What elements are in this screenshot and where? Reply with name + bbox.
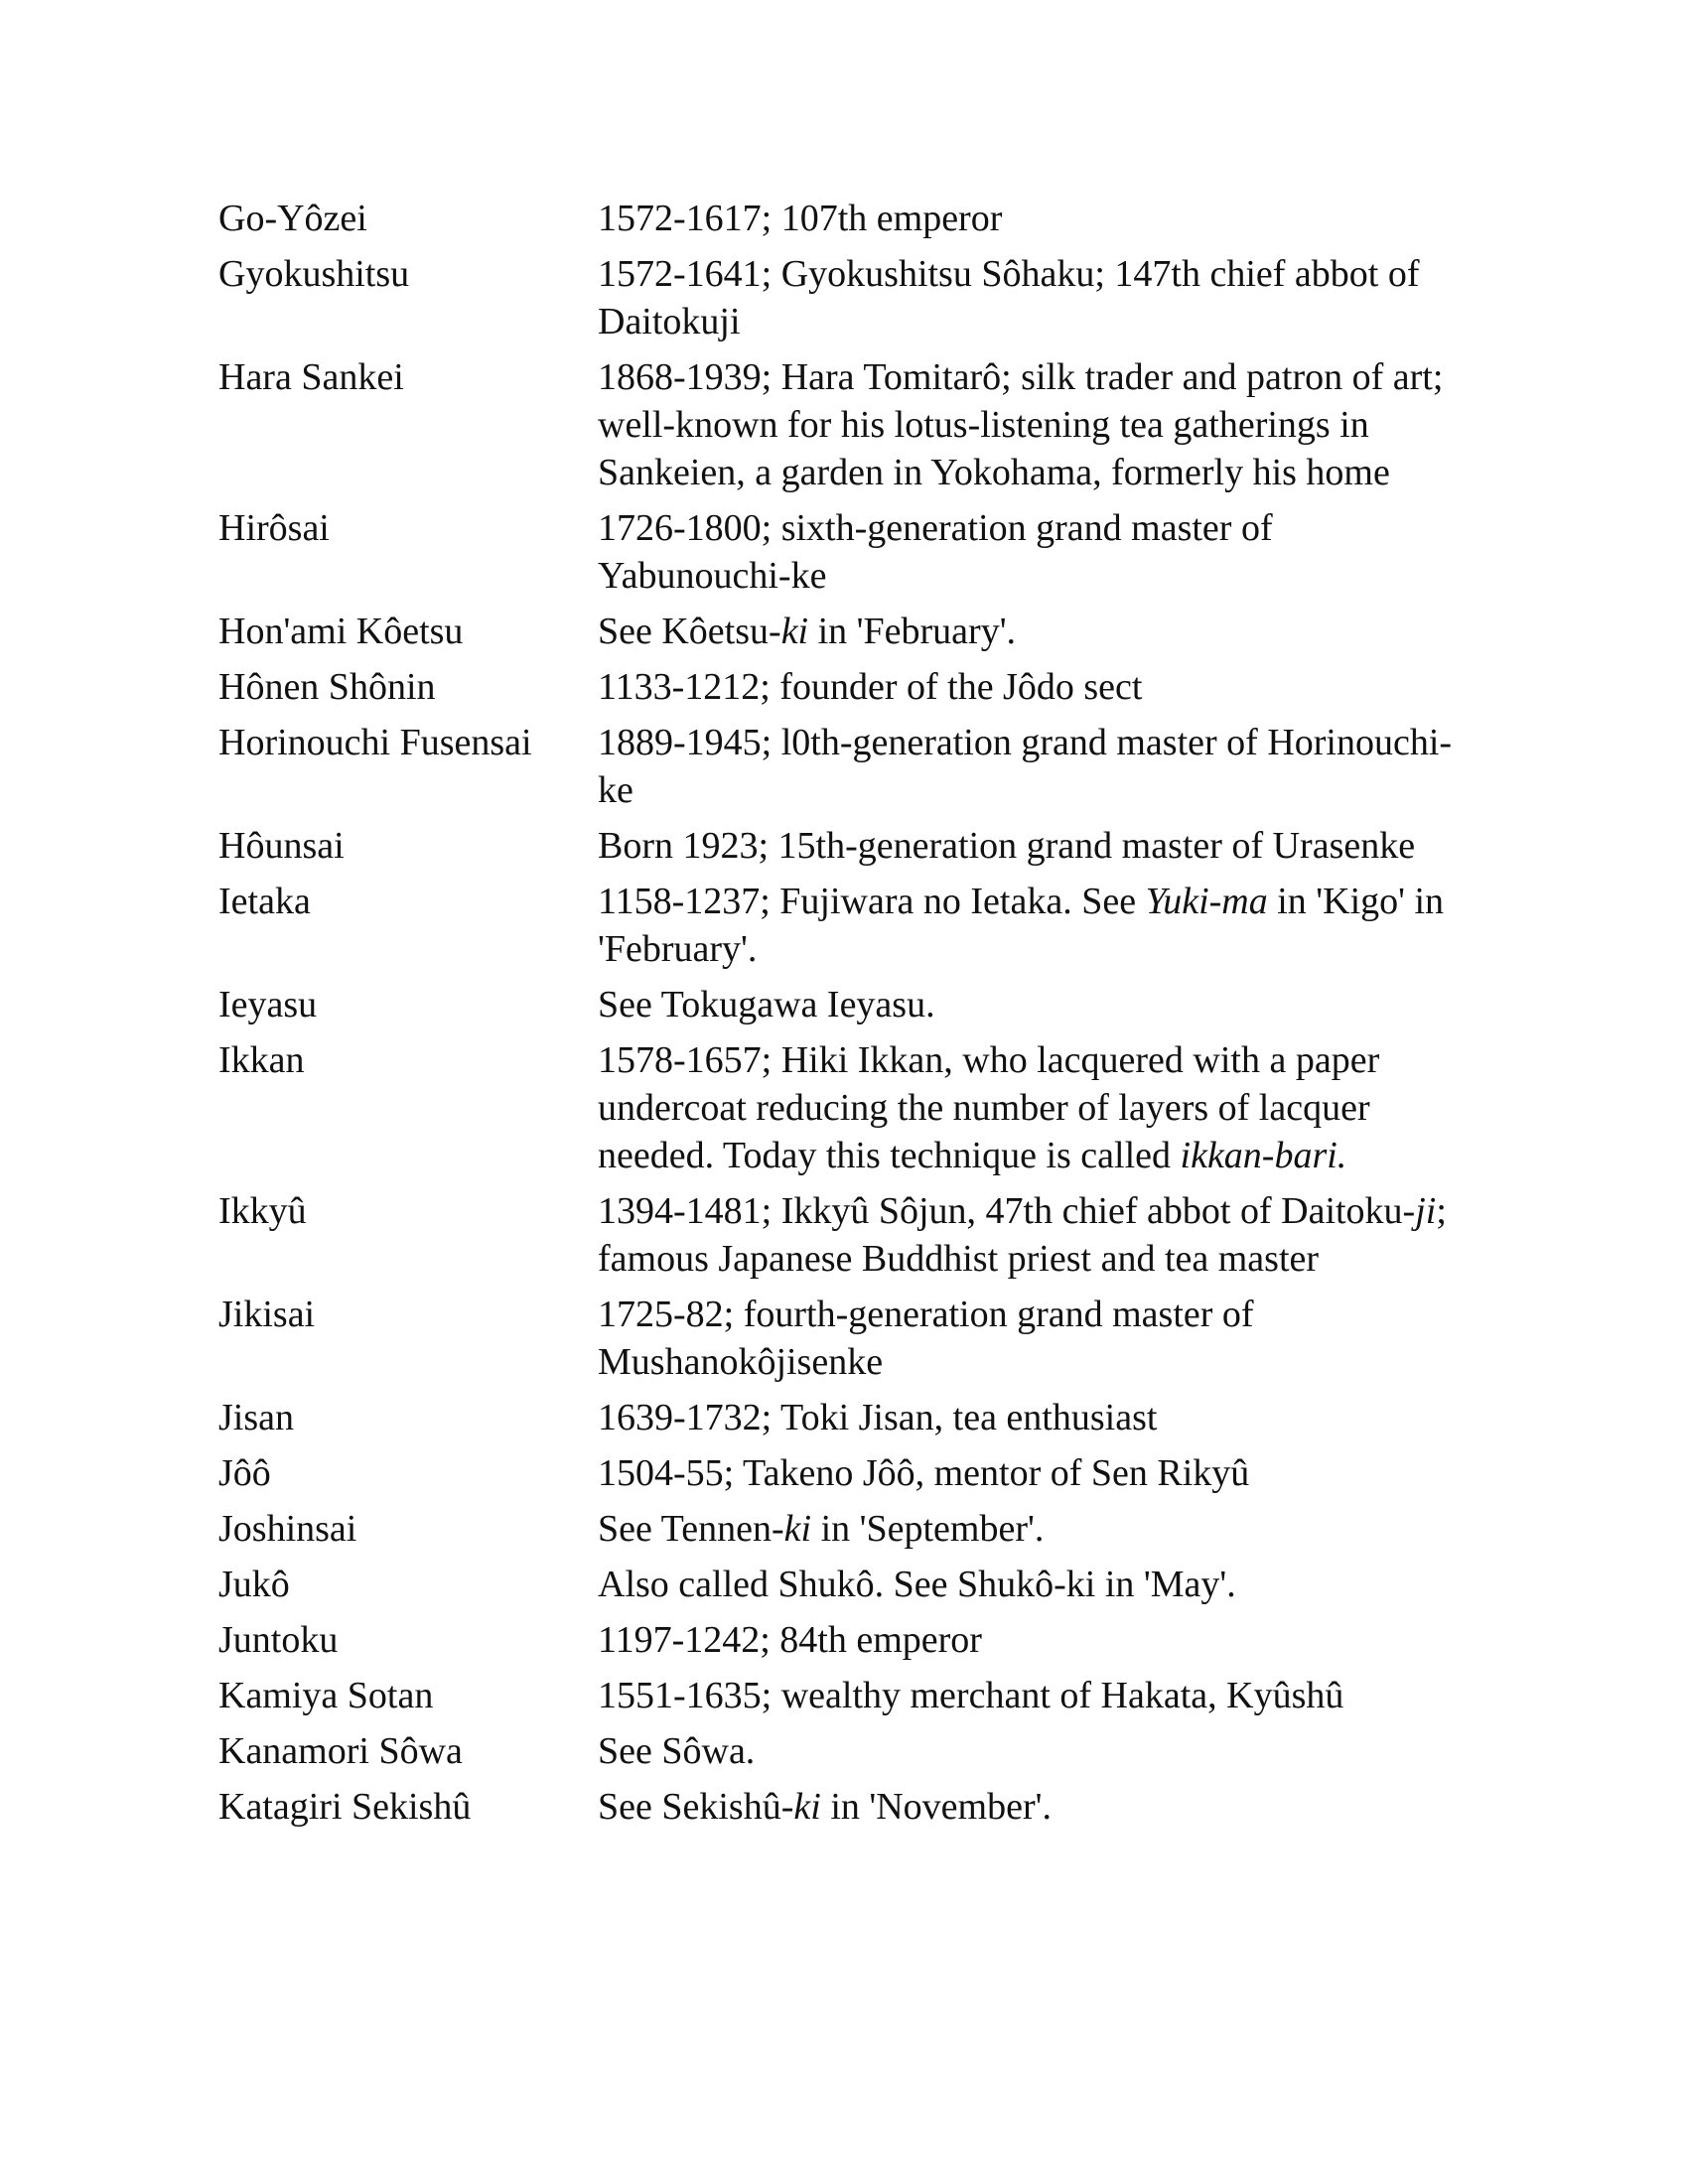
entry-term: Joshinsai [218, 1508, 357, 1550]
glossary-entry [218, 981, 1509, 1028]
definition-text: 1551-1635; wealthy merchant of Hakata, Kyûshû [598, 1675, 1344, 1716]
entry-term: Gyokushitsu [218, 253, 410, 295]
entry-definition [598, 719, 1472, 814]
glossary-entry [218, 1783, 1509, 1831]
glossary-entry [218, 1505, 1509, 1553]
entry-definition [598, 981, 1472, 1028]
glossary-entry [218, 195, 1509, 242]
definition-text: 1578-1657; Hiki Ikkan, who lacquered with a paper undercoat reducing the number of layers of lacquer needed. Today this technique is called [598, 1039, 1380, 1176]
entry-term: Hirôsai [218, 507, 330, 549]
entry-definition [598, 250, 1472, 345]
entry-term: Jikisai [218, 1294, 316, 1335]
glossary-entry [218, 1036, 1509, 1179]
entry-definition [598, 1616, 1472, 1664]
definition-text: See Sekishû- [598, 1786, 794, 1828]
definition-text: 1394-1481; Ikkyû Sôjun, 47th chief abbot of Daitoku- [598, 1190, 1416, 1232]
entry-definition [598, 504, 1472, 600]
italic-term: ji [1415, 1190, 1437, 1232]
definition-text: in 'February'. [808, 611, 1017, 652]
entry-term: Ietaka [218, 881, 311, 922]
entry-definition [598, 353, 1472, 496]
entry-term: Hônen Shônin [218, 666, 436, 708]
entry-definition [598, 1394, 1472, 1441]
entry-definition [598, 822, 1472, 870]
entry-term: Horinouchi Fusensai [218, 722, 532, 763]
entry-definition [598, 1187, 1472, 1283]
glossary-entry [218, 353, 1509, 496]
glossary-entry [218, 1187, 1509, 1283]
entry-definition [598, 1449, 1472, 1497]
entry-definition [598, 1727, 1472, 1775]
entry-definition [598, 878, 1472, 973]
entry-term: Juntoku [218, 1619, 339, 1661]
entry-definition [598, 663, 1472, 711]
glossary-entry [218, 1394, 1509, 1441]
definition-text: 1158-1237; Fujiwara no Ietaka. See [598, 881, 1146, 922]
entry-definition [598, 1291, 1472, 1386]
italic-term: ikkan-bari. [1180, 1135, 1347, 1176]
definition-text: ; famous Japanese Buddhist priest and tea master [598, 1190, 1447, 1280]
italic-term: Yuki-ma [1145, 881, 1268, 922]
glossary-list [218, 195, 1509, 1839]
glossary-entry [218, 822, 1509, 870]
definition-text: in 'November'. [820, 1786, 1052, 1828]
glossary-entry [218, 504, 1509, 600]
italic-term: ki [780, 611, 809, 652]
definition-text: 1889-1945; l0th-generation grand master of Horinouchi-ke [598, 722, 1453, 811]
entry-term: Jisan [218, 1397, 294, 1438]
definition-text: in 'Kigo' in 'February'. [598, 881, 1445, 970]
entry-term: Jukô [218, 1564, 290, 1605]
glossary-entry [218, 608, 1509, 655]
entry-definition [598, 1505, 1472, 1553]
entry-term: Hara Sankei [218, 356, 404, 398]
italic-term: ki [793, 1786, 821, 1828]
definition-text: 1197-1242; 84th emperor [598, 1619, 982, 1661]
entry-definition [598, 1036, 1472, 1179]
definition-text: 1868-1939; Hara Tomitarô; silk trader and patron of art; well-known for his lotus-listening tea gatherings in Sankeien, a garden in Yokohama, formerly his home [598, 356, 1444, 493]
definition-text: 1572-1641; Gyokushitsu Sôhaku; 147th chief abbot of Daitokuji [598, 253, 1420, 342]
entry-term: Hôunsai [218, 825, 345, 867]
definition-text: 1133-1212; founder of the Jôdo sect [598, 666, 1143, 708]
definition-text: 1726-1800; sixth-generation grand master of Yabunouchi-ke [598, 507, 1273, 597]
entry-term: Ikkan [218, 1039, 305, 1081]
definition-text: 1572-1617; 107th emperor [598, 198, 1003, 239]
entry-term: Kamiya Sotan [218, 1675, 434, 1716]
entry-definition [598, 608, 1472, 655]
definition-text: 1639-1732; Toki Jisan, tea enthusiast [598, 1397, 1158, 1438]
definition-text: See Sôwa. [598, 1730, 756, 1772]
definition-text: See Tokugawa Ieyasu. [598, 984, 935, 1025]
entry-term: Ieyasu [218, 984, 318, 1025]
definition-text: 1504-55; Takeno Jôô, mentor of Sen Rikyû [598, 1452, 1250, 1494]
definition-text: Also called Shukô. See Shukô-ki in 'May'. [598, 1564, 1236, 1605]
glossary-entry [218, 1291, 1509, 1386]
glossary-entry [218, 1727, 1509, 1775]
glossary-entry [218, 1616, 1509, 1664]
definition-text: See Tennen- [598, 1508, 784, 1550]
entry-definition [598, 1672, 1472, 1719]
entry-definition [598, 1561, 1472, 1608]
glossary-entry [218, 250, 1509, 345]
glossary-entry [218, 663, 1509, 711]
glossary-entry [218, 1449, 1509, 1497]
definition-text: See Kôetsu- [598, 611, 781, 652]
italic-term: ki [783, 1508, 812, 1550]
entry-term: Kanamori Sôwa [218, 1730, 463, 1772]
entry-term: Katagiri Sekishû [218, 1786, 472, 1828]
entry-term: Go-Yôzei [218, 198, 367, 239]
definition-text: in 'September'. [811, 1508, 1045, 1550]
definition-text: 1725-82; fourth-generation grand master of Mushanokôjisenke [598, 1294, 1254, 1383]
entry-definition [598, 1783, 1472, 1831]
glossary-entry [218, 1672, 1509, 1719]
entry-term: Hon'ami Kôetsu [218, 611, 464, 652]
glossary-entry [218, 719, 1509, 814]
entry-definition [598, 195, 1472, 242]
entry-term: Jôô [218, 1452, 271, 1494]
glossary-entry [218, 1561, 1509, 1608]
entry-term: Ikkyû [218, 1190, 307, 1232]
definition-text: Born 1923; 15th-generation grand master of Urasenke [598, 825, 1416, 867]
glossary-entry [218, 878, 1509, 973]
